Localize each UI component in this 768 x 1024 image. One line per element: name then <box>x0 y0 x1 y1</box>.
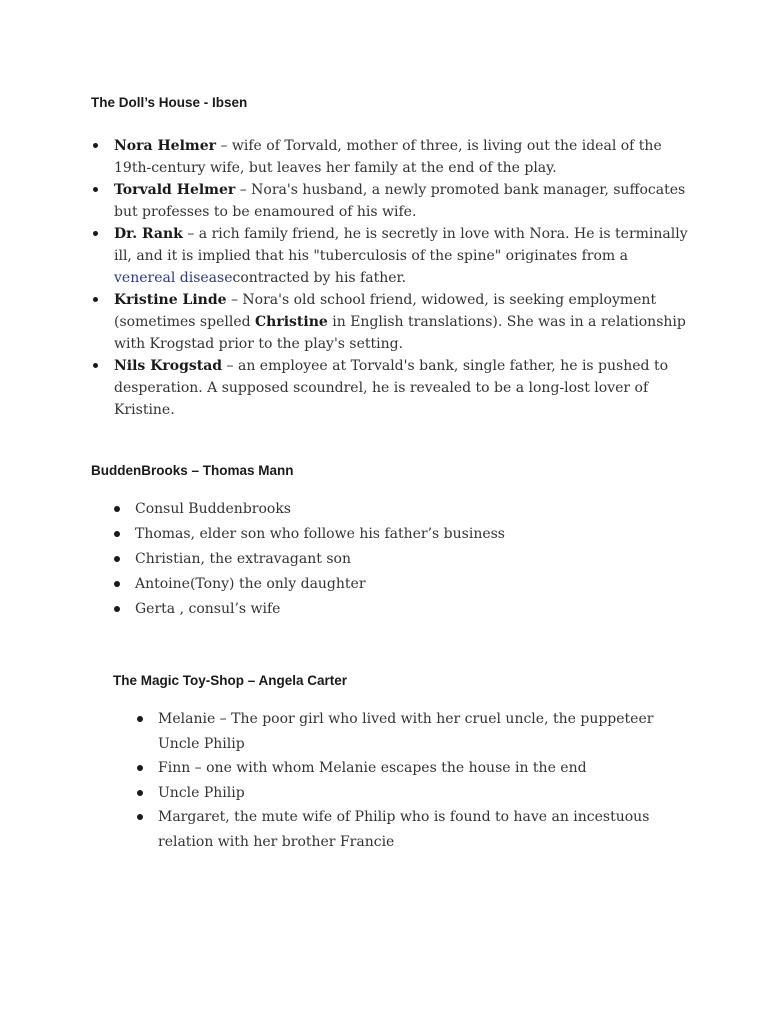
section-title-magic-toy-shop: The Magic Toy-Shop – Angela Carter <box>113 673 348 688</box>
character-description: – a rich family friend, he is secretly in love with Nora. He is terminally ill, and it is implied that his "tuberculosis of the spine" originates from a <box>114 226 688 264</box>
character-name: Dr. Rank <box>114 226 183 242</box>
list-item: Gerta , consul’s wife <box>114 597 674 622</box>
character-description-end: in English translations). She was in a relationship with Krogstad prior to the play's setting. <box>114 314 686 352</box>
character-name: Nora Helmer <box>114 138 217 154</box>
venereal-disease-link[interactable]: venereal disease <box>114 270 233 286</box>
list-item: Melanie – The poor girl who lived with her cruel uncle, the puppeteer Uncle Philip <box>137 707 697 756</box>
character-list-dolls-house <box>91 135 691 421</box>
list-item: Antoine(Tony) the only daughter <box>114 572 674 597</box>
character-list-magic-toy-shop <box>137 707 697 854</box>
character-description: – an employee at Torvald's bank, single father, he is pushed to desperation. A supposed scoundrel, he is revealed to be a long-lost lover of Kristine. <box>114 358 668 418</box>
character-name: Nils Krogstad <box>114 358 223 374</box>
character-description: – Nora's husband, a newly promoted bank manager, suffocates but professes to be enamoured of his wife. <box>114 182 686 220</box>
section-title-buddenbrooks: BuddenBrooks – Thomas Mann <box>91 463 294 478</box>
character-description: – wife of Torvald, mother of three, is living out the ideal of the 19th-century wife, but leaves her family at the end of the play. <box>114 138 662 176</box>
character-name: Torvald Helmer <box>114 182 236 198</box>
section-title-dolls-house: The Doll’s House - Ibsen <box>91 95 248 110</box>
character-name: Kristine Linde <box>114 292 227 308</box>
list-item <box>91 355 691 421</box>
list-item: Thomas, elder son who followe his father’s business <box>114 522 674 547</box>
list-item: Margaret, the mute wife of Philip who is found to have an incestuous relation with her brother Francie <box>137 805 697 854</box>
list-item: Christian, the extravagant son <box>114 547 674 572</box>
character-description: – Nora's old school friend, widowed, is seeking employment (sometimes spelled <box>114 292 657 330</box>
alternate-spelling: Christine <box>255 314 328 330</box>
list-item <box>91 179 691 223</box>
list-item: Consul Buddenbrooks <box>114 497 674 522</box>
list-item <box>91 223 691 289</box>
character-description-end: contracted by his father. <box>232 270 407 286</box>
list-item: Uncle Philip <box>137 781 697 806</box>
list-item <box>91 289 691 355</box>
list-item <box>91 135 691 179</box>
character-list-buddenbrooks <box>114 497 674 622</box>
list-item: Finn – one with whom Melanie escapes the house in the end <box>137 756 697 781</box>
